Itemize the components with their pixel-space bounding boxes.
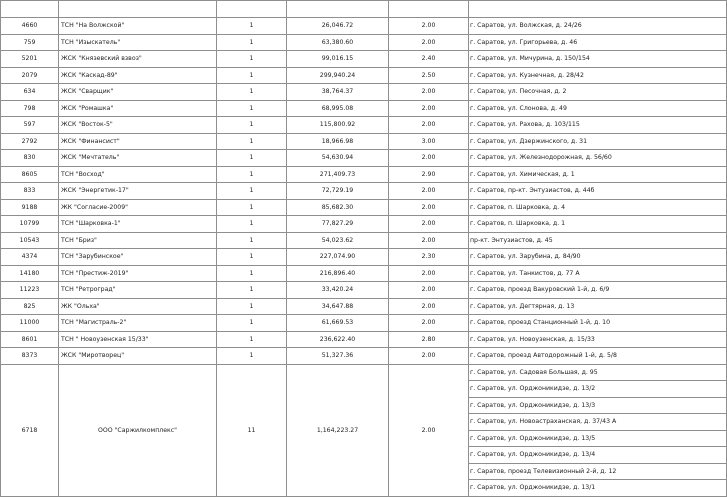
group-address-cell: г. Саратов, ул. Орджоникидзе, д. 13/1 [469, 480, 727, 497]
org-id-cell: 10543 [1, 232, 59, 249]
house-count-cell: 1 [217, 315, 287, 332]
rate-cell: 2.00 [389, 18, 469, 35]
address-cell: г. Саратов, пр-кт. Энтузиастов, д. 44б [469, 183, 727, 200]
group-address-cell: г. Саратов, ул. Орджоникидзе, д. 13/4 [469, 447, 727, 464]
group-address-cell: г. Саратов, ул. Новоастраханская, д. 37/43 А [469, 414, 727, 431]
org-id-cell: 8605 [1, 166, 59, 183]
table-row [1, 51, 727, 68]
org-id-cell: 634 [1, 84, 59, 101]
rate-cell: 2.00 [389, 216, 469, 233]
area-cell: 61,669.53 [287, 315, 389, 332]
group-count-cell: 11 [217, 364, 287, 496]
table-row [1, 315, 727, 332]
house-count-cell: 1 [217, 331, 287, 348]
org-name-cell: ЖСК "Миротворец" [59, 348, 217, 365]
table-row [1, 18, 727, 35]
group-rate-cell: 2.00 [389, 364, 469, 496]
house-count-cell: 1 [217, 348, 287, 365]
address-cell: г. Саратов, ул. Григорьева, д. 46 [469, 34, 727, 51]
area-cell: 63,380.60 [287, 34, 389, 51]
group-address-cell: г. Саратов, проезд Телевизионный 2-й, д. 12 [469, 463, 727, 480]
house-count-cell: 1 [217, 18, 287, 35]
org-id-cell: 5201 [1, 51, 59, 68]
house-count-cell: 1 [217, 249, 287, 266]
org-name-cell: ЖСК "Ромашка" [59, 100, 217, 117]
org-name-cell: ТСН "Зарубинское" [59, 249, 217, 266]
group-area-cell: 1,164,223.27 [287, 364, 389, 496]
address-cell: г. Саратов, ул. Новоузенская, д. 15/33 [469, 331, 727, 348]
rate-cell: 2.00 [389, 298, 469, 315]
house-count-cell: 1 [217, 265, 287, 282]
table-row [1, 232, 727, 249]
rate-cell: 2.00 [389, 100, 469, 117]
org-name-cell: ЖСК "Сварщик" [59, 84, 217, 101]
org-name-cell: ЖСК "Каскад-89" [59, 67, 217, 84]
house-count-cell: 1 [217, 216, 287, 233]
table-row [1, 331, 727, 348]
address-cell: г. Саратов, проезд Автодорожный 1-й, д. 5/8 [469, 348, 727, 365]
org-id-cell: 11000 [1, 315, 59, 332]
org-id-cell: 11223 [1, 282, 59, 299]
org-id-cell: 798 [1, 100, 59, 117]
rate-cell: 2.00 [389, 199, 469, 216]
table-row [1, 348, 727, 365]
org-name-cell: ЖК "Ольха" [59, 298, 217, 315]
org-name-cell: ЖСК "Финансист" [59, 133, 217, 150]
area-cell: 271,409.73 [287, 166, 389, 183]
area-cell: 299,940.24 [287, 67, 389, 84]
group-address-cell: г. Саратов, ул. Орджоникидзе, д. 13/5 [469, 430, 727, 447]
org-id-cell: 9188 [1, 199, 59, 216]
rate-cell: 2.40 [389, 51, 469, 68]
area-cell: 18,966.98 [287, 133, 389, 150]
rate-cell: 2.00 [389, 232, 469, 249]
rate-cell: 2.00 [389, 315, 469, 332]
address-cell: г. Саратов, ул. Мичурина, д. 150/154 [469, 51, 727, 68]
group-id-cell: 6718 [1, 364, 59, 496]
group-address-cell: г. Саратов, ул. Орджоникидзе, д. 13/2 [469, 381, 727, 398]
address-cell: г. Саратов, ул. Химическая, д. 1 [469, 166, 727, 183]
org-name-cell: ЖСК "Мечтатель" [59, 150, 217, 167]
org-name-cell: ЖСК "Князевский взвоз" [59, 51, 217, 68]
address-cell: г. Саратов, ул. Дзержинского, д. 31 [469, 133, 727, 150]
org-id-cell: 830 [1, 150, 59, 167]
address-cell: г. Саратов, ул. Волжская, д. 24/26 [469, 18, 727, 35]
table-row [1, 133, 727, 150]
house-count-cell: 1 [217, 232, 287, 249]
house-count-cell: 1 [217, 133, 287, 150]
area-cell: 26,046.72 [287, 18, 389, 35]
rate-cell: 2.00 [389, 282, 469, 299]
org-name-cell: ЖСК "Энергетик-17" [59, 183, 217, 200]
org-name-cell: ТСН "На Волжской" [59, 18, 217, 35]
rate-cell: 2.80 [389, 331, 469, 348]
rate-cell: 2.90 [389, 166, 469, 183]
table-row [1, 100, 727, 117]
org-name-cell: ТСН " Новоузенская 15/33" [59, 331, 217, 348]
area-cell: 77,827.29 [287, 216, 389, 233]
org-id-cell: 4660 [1, 18, 59, 35]
group-address-cell: г. Саратов, ул. Садовая Большая, д. 95 [469, 364, 727, 381]
rate-cell: 2.00 [389, 117, 469, 134]
house-count-cell: 1 [217, 166, 287, 183]
header-cell [287, 1, 389, 18]
group-name-cell: ООО "Саржилкомплекс" [59, 364, 217, 496]
rate-cell: 2.00 [389, 265, 469, 282]
org-name-cell: ТСН "Восход" [59, 166, 217, 183]
table-header-row [1, 1, 727, 18]
area-cell: 236,622.40 [287, 331, 389, 348]
house-count-cell: 1 [217, 84, 287, 101]
address-cell: г. Саратов, п. Шарковка, д. 4 [469, 199, 727, 216]
area-cell: 227,074.90 [287, 249, 389, 266]
rate-cell: 2.30 [389, 249, 469, 266]
address-cell: г. Саратов, ул. Танкистов, д. 77 А [469, 265, 727, 282]
org-id-cell: 759 [1, 34, 59, 51]
org-id-cell: 833 [1, 183, 59, 200]
org-id-cell: 10799 [1, 216, 59, 233]
area-cell: 54,630.94 [287, 150, 389, 167]
header-cell [217, 1, 287, 18]
area-cell: 68,995.08 [287, 100, 389, 117]
org-id-cell: 8373 [1, 348, 59, 365]
address-cell: г. Саратов, проезд Станционный 1-й, д. 10 [469, 315, 727, 332]
table-row [1, 67, 727, 84]
house-count-cell: 1 [217, 282, 287, 299]
area-cell: 99,016.15 [287, 51, 389, 68]
header-cell [59, 1, 217, 18]
house-count-cell: 1 [217, 150, 287, 167]
org-id-cell: 8601 [1, 331, 59, 348]
org-name-cell: ТСН "Магистраль-2" [59, 315, 217, 332]
table-row [1, 183, 727, 200]
address-cell: г. Саратов, ул. Рахова, д. 103/115 [469, 117, 727, 134]
house-count-cell: 1 [217, 67, 287, 84]
address-cell: г. Саратов, ул. Железнодорожная, д. 56/60 [469, 150, 727, 167]
org-id-cell: 2079 [1, 67, 59, 84]
org-name-cell: ТСН "Изыскатель" [59, 34, 217, 51]
house-count-cell: 1 [217, 100, 287, 117]
address-cell: г. Саратов, ул. Дегтярная, д. 13 [469, 298, 727, 315]
org-name-cell: ТСН "Престиж-2019" [59, 265, 217, 282]
table-row [1, 150, 727, 167]
rate-cell: 2.00 [389, 150, 469, 167]
house-count-cell: 1 [217, 51, 287, 68]
table-row [1, 199, 727, 216]
table-row [1, 298, 727, 315]
area-cell: 51,327.36 [287, 348, 389, 365]
area-cell: 85,682.30 [287, 199, 389, 216]
table-row [1, 282, 727, 299]
address-cell: г. Саратов, ул. Слонова, д. 49 [469, 100, 727, 117]
house-count-cell: 1 [217, 199, 287, 216]
group-address-cell: г. Саратов, ул. Орджоникидзе, д. 13/3 [469, 397, 727, 414]
rate-cell: 2.00 [389, 84, 469, 101]
org-name-cell: ТСН "Ретроград" [59, 282, 217, 299]
rate-cell: 2.00 [389, 348, 469, 365]
address-cell: г. Саратов, ул. Кузнечная, д. 28/42 [469, 67, 727, 84]
rate-cell: 2.50 [389, 67, 469, 84]
org-id-cell: 597 [1, 117, 59, 134]
area-cell: 34,647.88 [287, 298, 389, 315]
table-row [1, 117, 727, 134]
area-cell: 72,729.19 [287, 183, 389, 200]
group-row [1, 364, 727, 381]
rate-cell: 2.00 [389, 34, 469, 51]
org-id-cell: 2792 [1, 133, 59, 150]
area-cell: 33,420.24 [287, 282, 389, 299]
area-cell: 216,896.40 [287, 265, 389, 282]
address-cell: г. Саратов, п. Шарковка, д. 1 [469, 216, 727, 233]
house-count-cell: 1 [217, 117, 287, 134]
org-name-cell: ЖСК "Восток-5" [59, 117, 217, 134]
area-cell: 38,764.37 [287, 84, 389, 101]
address-cell: г. Саратов, ул. Зарубина, д. 84/90 [469, 249, 727, 266]
house-count-cell: 1 [217, 34, 287, 51]
table-row [1, 265, 727, 282]
area-cell: 54,023.62 [287, 232, 389, 249]
table-row [1, 216, 727, 233]
header-cell [469, 1, 727, 18]
org-id-cell: 825 [1, 298, 59, 315]
rate-cell: 2.00 [389, 183, 469, 200]
table-row [1, 34, 727, 51]
rate-cell: 3.00 [389, 133, 469, 150]
table-row [1, 166, 727, 183]
address-cell: пр-кт. Энтузиастов, д. 45 [469, 232, 727, 249]
table-row [1, 249, 727, 266]
address-cell: г. Саратов, проезд Вакуровский 1-й, д. 6/9 [469, 282, 727, 299]
org-id-cell: 14180 [1, 265, 59, 282]
header-cell [1, 1, 59, 18]
org-name-cell: ТСН "Шарковка-1" [59, 216, 217, 233]
area-cell: 115,800.92 [287, 117, 389, 134]
header-cell [389, 1, 469, 18]
address-cell: г. Саратов, ул. Песочная, д. 2 [469, 84, 727, 101]
org-name-cell: ЖК "Согласие-2009" [59, 199, 217, 216]
org-name-cell: ТСН "Бриз" [59, 232, 217, 249]
house-count-cell: 1 [217, 298, 287, 315]
table-row [1, 84, 727, 101]
house-count-cell: 1 [217, 183, 287, 200]
org-id-cell: 4374 [1, 249, 59, 266]
